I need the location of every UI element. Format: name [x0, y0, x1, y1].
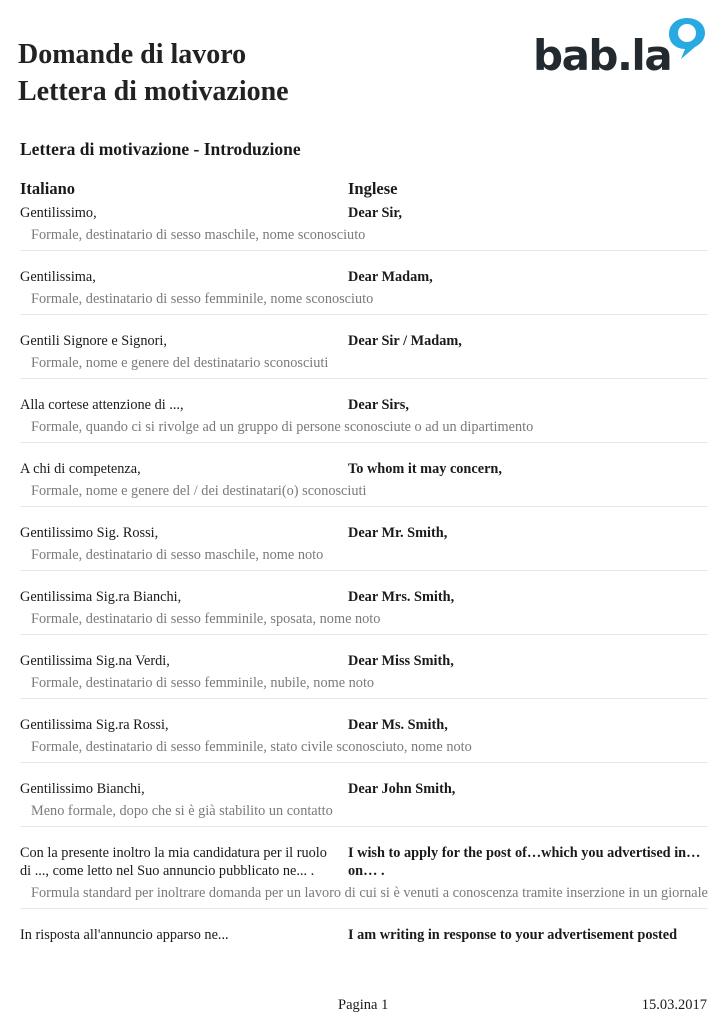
english-phrase: Dear Sir / Madam,	[348, 333, 462, 349]
phrase-entry	[20, 926, 708, 950]
english-phrase: Dear John Smith,	[348, 781, 456, 797]
usage-note: Formale, quando ci si rivolge ad un gruppo di persone sconosciute o ad un dipartimento	[31, 419, 534, 435]
english-phrase: Dear Ms. Smith,	[348, 717, 448, 733]
italian-phrase: Gentilissima Sig.na Verdi,	[20, 653, 170, 669]
italian-phrase: Gentilissimo Bianchi,	[20, 781, 145, 797]
logo-wordmark: bab.la	[533, 31, 672, 80]
page-number: Pagina 1	[338, 997, 389, 1013]
phrase-entry	[20, 268, 708, 315]
usage-note: Formale, nome e genere del / dei destinatari(o) sconosciuti	[31, 483, 367, 499]
usage-note: Formale, destinatario di sesso femminile, stato civile sconosciuto, nome noto	[31, 739, 472, 755]
usage-note: Formale, destinatario di sesso femminile, sposata, nome noto	[31, 611, 381, 627]
usage-note: Formale, destinatario di sesso femminile, nome sconosciuto	[31, 291, 374, 307]
english-phrase: Dear Mr. Smith,	[348, 525, 448, 541]
phrase-entry	[20, 332, 708, 379]
document-date: 15.03.2017	[641, 997, 707, 1013]
english-phrase: I am writing in response to your advertisement posted	[348, 927, 678, 943]
usage-note: Formale, destinatario di sesso maschile, nome sconosciuto	[31, 227, 366, 243]
italian-phrase: Gentilissima Sig.ra Rossi,	[20, 717, 169, 733]
english-phrase: Dear Mrs. Smith,	[348, 589, 455, 605]
italian-phrase: A chi di competenza,	[20, 461, 141, 477]
italian-phrase: Gentilissimo,	[20, 205, 97, 221]
english-phrase: Dear Miss Smith,	[348, 653, 454, 669]
phrase-entry	[20, 204, 708, 251]
phrase-list	[20, 204, 708, 967]
italian-phrase: Gentilissima Sig.ra Bianchi,	[20, 589, 182, 605]
phrase-entry	[20, 716, 708, 763]
phrase-entry	[20, 396, 708, 443]
column-header-english: Inglese	[348, 179, 398, 198]
phrase-entry	[20, 652, 708, 699]
usage-note: Formula standard per inoltrare domanda per un lavoro di cui si è venuti a conoscenza tramite inserzione in un giornale	[31, 885, 708, 901]
italian-phrase: Gentilissima,	[20, 269, 96, 285]
italian-phrase: Con la presente inoltro la mia candidatura per il ruolo di ..., come letto nel Suo annuncio pubblicato ne... .	[20, 845, 327, 879]
phrase-entry	[20, 524, 708, 571]
english-phrase: Dear Madam,	[348, 269, 433, 285]
babla-logo	[533, 14, 713, 84]
phrase-entry	[20, 588, 708, 635]
phrase-entry	[20, 460, 708, 507]
english-phrase: Dear Sirs,	[348, 397, 409, 413]
english-phrase: Dear Sir,	[348, 205, 403, 221]
speech-bubble-icon	[663, 14, 711, 62]
italian-phrase: In risposta all'annuncio apparso ne...	[20, 927, 229, 943]
italian-phrase: Gentili Signore e Signori,	[20, 333, 167, 349]
document-header	[18, 36, 289, 110]
usage-note: Meno formale, dopo che si è già stabilito un contatto	[31, 803, 333, 819]
italian-phrase: Alla cortese attenzione di ...,	[20, 397, 184, 413]
column-header-italian: Italiano	[20, 179, 76, 198]
document-title-line-2: Lettera di motivazione	[18, 76, 289, 107]
usage-note: Formale, destinatario di sesso maschile, nome noto	[31, 547, 324, 563]
usage-note: Formale, destinatario di sesso femminile, nubile, nome noto	[31, 675, 375, 691]
phrase-entry	[20, 780, 708, 827]
english-phrase: I wish to apply for the post of…which you advertised in…on… .	[348, 845, 701, 879]
phrase-entry	[20, 844, 708, 909]
document-title-line-1: Domande di lavoro	[18, 39, 247, 70]
usage-note: Formale, nome e genere del destinatario sconosciuti	[31, 355, 329, 371]
section-title: Lettera di motivazione - Introduzione	[20, 139, 301, 159]
english-phrase: To whom it may concern,	[348, 461, 502, 477]
italian-phrase: Gentilissimo Sig. Rossi,	[20, 525, 159, 541]
